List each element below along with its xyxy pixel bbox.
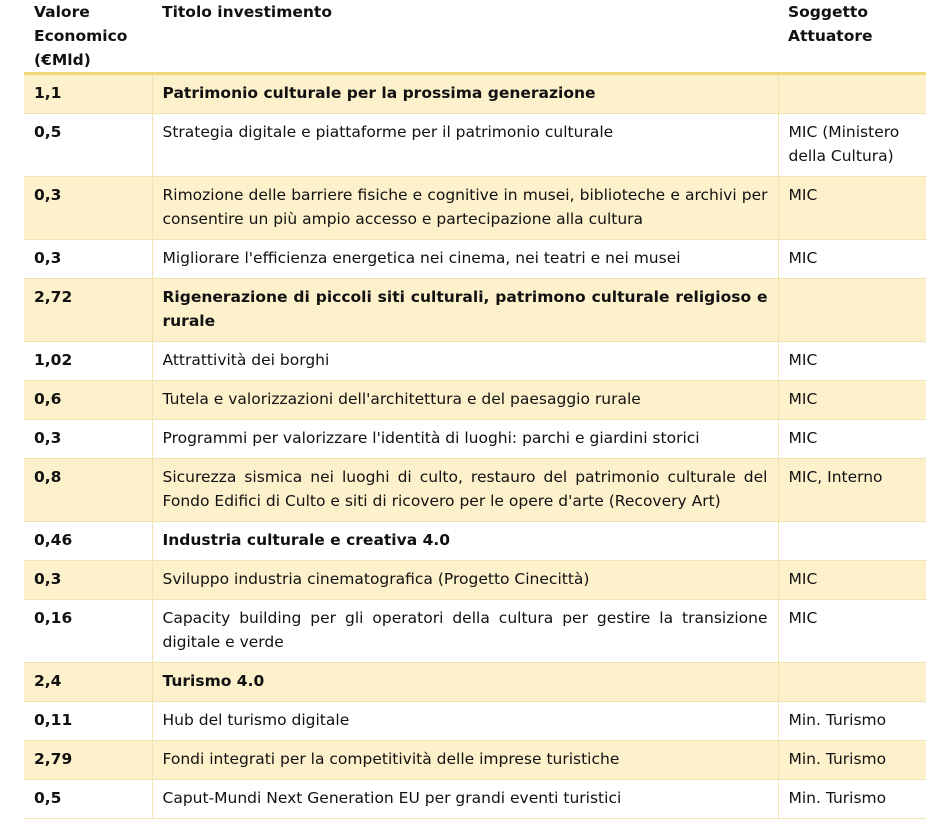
value-cell: 0,5 (24, 780, 152, 819)
title-cell: Migliorare l'efficienza energetica nei cinema, nei teatri e nei musei (152, 240, 778, 279)
actor-cell: MIC (778, 381, 926, 420)
table-row (24, 663, 926, 702)
actor-cell: Min. Turismo (778, 741, 926, 780)
value-cell: 0,16 (24, 600, 152, 663)
value-cell: 0,11 (24, 702, 152, 741)
title-cell: Hub del turismo digitale (152, 702, 778, 741)
table-row (24, 741, 926, 780)
value-cell: 0,3 (24, 561, 152, 600)
table-row (24, 177, 926, 240)
value-cell: 2,79 (24, 741, 152, 780)
value-cell: 0,3 (24, 420, 152, 459)
actor-cell: MIC, Interno (778, 459, 926, 522)
actor-cell: MIC (778, 420, 926, 459)
value-cell: 0,6 (24, 381, 152, 420)
table-row (24, 74, 926, 114)
table-row (24, 522, 926, 561)
table-row (24, 420, 926, 459)
header-value: Valore Economico (€Mld) (24, 0, 152, 74)
title-cell: Rimozione delle barriere fisiche e cognitive in musei, biblioteche e archivi per consentire un più ampio accesso e partecipazione alla cultura (152, 177, 778, 240)
actor-cell: Min. Turismo (778, 780, 926, 819)
title-cell: Sviluppo industria cinematografica (Progetto Cinecittà) (152, 561, 778, 600)
table-row (24, 459, 926, 522)
actor-cell: Min. Turismo (778, 702, 926, 741)
title-cell: Strategia digitale e piattaforme per il patrimonio culturale (152, 114, 778, 177)
title-cell: Turismo 4.0 (152, 663, 778, 702)
actor-cell: MIC (778, 561, 926, 600)
value-cell: 0,46 (24, 522, 152, 561)
title-cell: Rigenerazione di piccoli siti culturali, patrimono culturale religioso e rurale (152, 279, 778, 342)
table-row (24, 342, 926, 381)
title-cell: Tutela e valorizzazioni dell'architettura e del paesaggio rurale (152, 381, 778, 420)
table-row (24, 279, 926, 342)
table-body (24, 74, 926, 819)
header-actor: Soggetto Attuatore (778, 0, 926, 74)
value-cell: 2,72 (24, 279, 152, 342)
header-title: Titolo investimento (152, 0, 778, 74)
value-cell: 0,3 (24, 240, 152, 279)
actor-cell: MIC (Ministero della Cultura) (778, 114, 926, 177)
table-header-row (24, 0, 926, 74)
title-cell: Programmi per valorizzare l'identità di luoghi: parchi e giardini storici (152, 420, 778, 459)
actor-cell: MIC (778, 342, 926, 381)
actor-cell (778, 522, 926, 561)
title-cell: Caput-Mundi Next Generation EU per grandi eventi turistici (152, 780, 778, 819)
investments-table (24, 0, 926, 819)
title-cell: Fondi integrati per la competitività delle imprese turistiche (152, 741, 778, 780)
table-row (24, 381, 926, 420)
title-cell: Attrattività dei borghi (152, 342, 778, 381)
table-row (24, 240, 926, 279)
value-cell: 0,3 (24, 177, 152, 240)
actor-cell: MIC (778, 177, 926, 240)
table-row (24, 561, 926, 600)
title-cell: Industria culturale e creativa 4.0 (152, 522, 778, 561)
title-cell: Patrimonio culturale per la prossima generazione (152, 74, 778, 114)
actor-cell (778, 663, 926, 702)
value-cell: 0,5 (24, 114, 152, 177)
actor-cell (778, 74, 926, 114)
value-cell: 0,8 (24, 459, 152, 522)
title-cell: Sicurezza sismica nei luoghi di culto, restauro del patrimonio culturale del Fondo Edifici di Culto e siti di ricovero per le opere d'arte (Recovery Art) (152, 459, 778, 522)
actor-cell: MIC (778, 240, 926, 279)
value-cell: 1,1 (24, 74, 152, 114)
value-cell: 2,4 (24, 663, 152, 702)
table-row (24, 702, 926, 741)
title-cell: Capacity building per gli operatori della cultura per gestire la transizione digitale e verde (152, 600, 778, 663)
table-row (24, 600, 926, 663)
table-row (24, 780, 926, 819)
actor-cell (778, 279, 926, 342)
value-cell: 1,02 (24, 342, 152, 381)
actor-cell: MIC (778, 600, 926, 663)
table-row (24, 114, 926, 177)
